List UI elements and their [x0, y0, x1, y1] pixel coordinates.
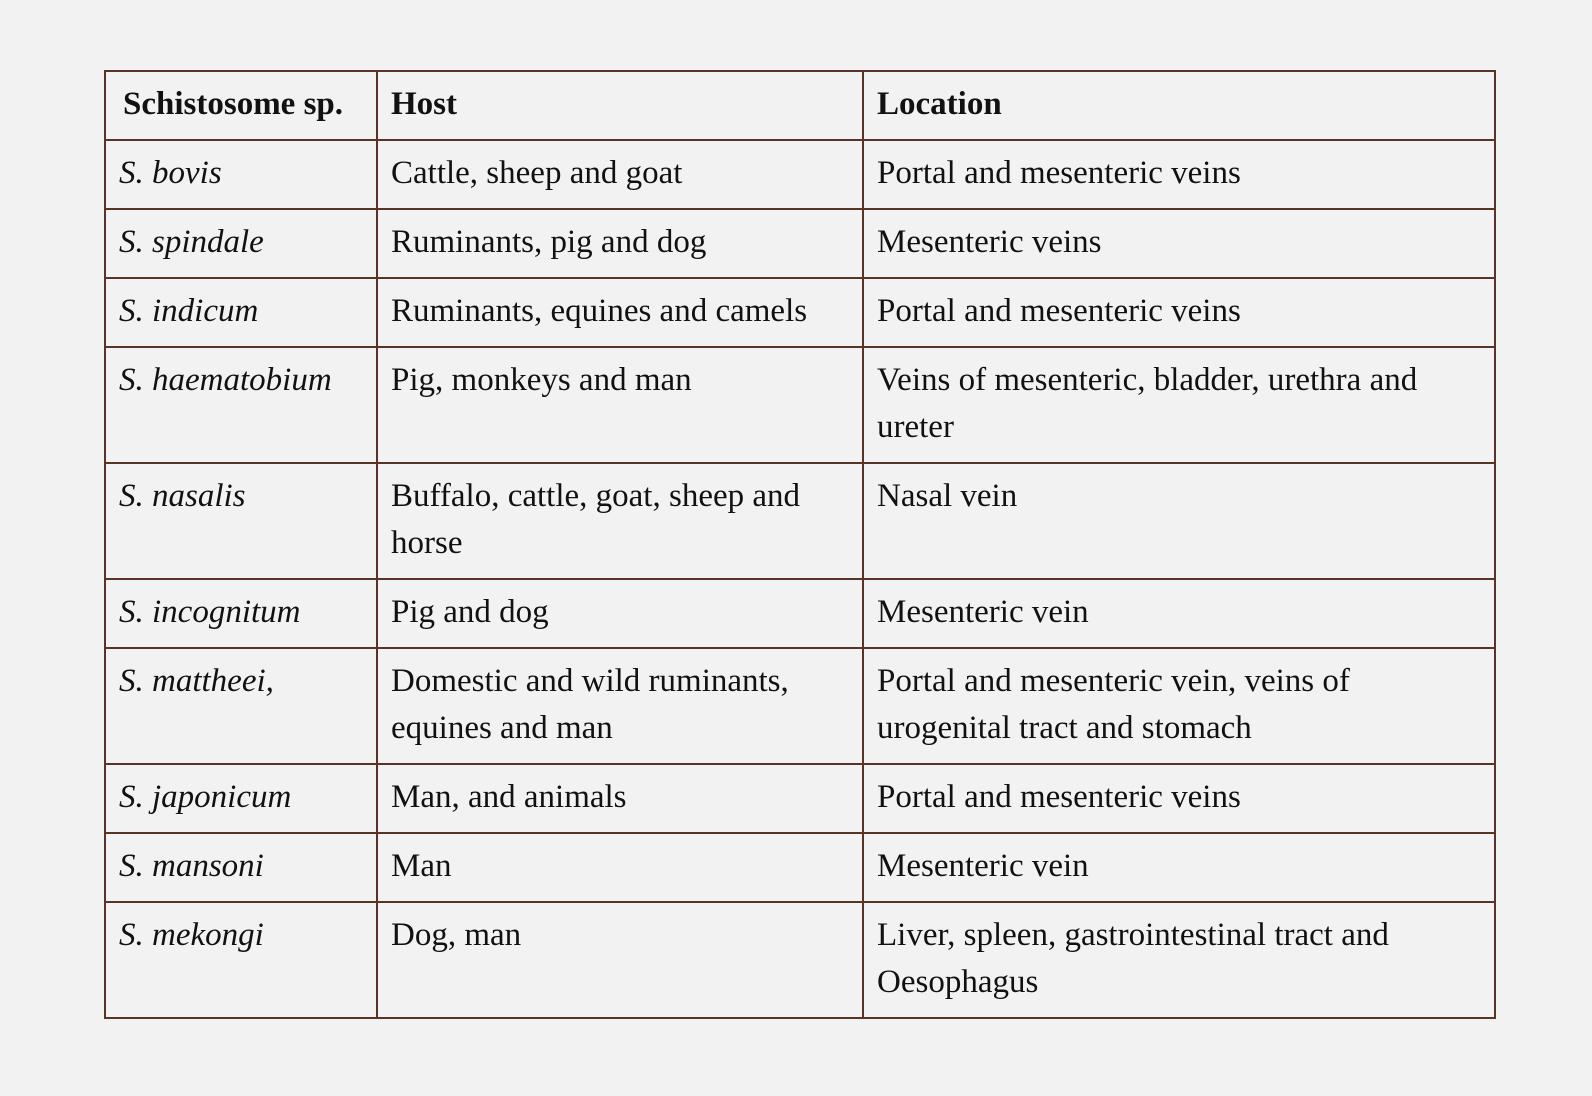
location-cell: Portal and mesenteric veins	[863, 764, 1495, 833]
table-header	[105, 71, 1495, 140]
table-row	[105, 648, 1495, 764]
host-cell: Dog, man	[377, 902, 863, 1018]
host-cell: Ruminants, pig and dog	[377, 209, 863, 278]
location-cell: Mesenteric vein	[863, 579, 1495, 648]
header-species: Schistosome sp.	[105, 71, 377, 140]
header-row	[105, 71, 1495, 140]
table-row	[105, 463, 1495, 579]
species-cell: S. spindale	[105, 209, 377, 278]
table-row	[105, 140, 1495, 209]
host-cell: Pig and dog	[377, 579, 863, 648]
host-cell: Man, and animals	[377, 764, 863, 833]
table-row	[105, 764, 1495, 833]
header-host: Host	[377, 71, 863, 140]
location-cell: Liver, spleen, gastrointestinal tract and Oesophagus	[863, 902, 1495, 1018]
species-cell: S. nasalis	[105, 463, 377, 579]
species-cell: S. mattheei,	[105, 648, 377, 764]
table-row	[105, 902, 1495, 1018]
species-cell: S. incognitum	[105, 579, 377, 648]
location-cell: Portal and mesenteric veins	[863, 278, 1495, 347]
header-location: Location	[863, 71, 1495, 140]
table-row	[105, 209, 1495, 278]
location-cell: Mesenteric vein	[863, 833, 1495, 902]
location-cell: Mesenteric veins	[863, 209, 1495, 278]
location-cell: Veins of mesenteric, bladder, urethra and ureter	[863, 347, 1495, 463]
species-cell: S. mekongi	[105, 902, 377, 1018]
host-cell: Pig, monkeys and man	[377, 347, 863, 463]
species-cell: S. haematobium	[105, 347, 377, 463]
table-row	[105, 833, 1495, 902]
species-cell: S. indicum	[105, 278, 377, 347]
host-cell: Buffalo, cattle, goat, sheep and horse	[377, 463, 863, 579]
species-cell: S. mansoni	[105, 833, 377, 902]
species-cell: S. japonicum	[105, 764, 377, 833]
table-body	[105, 140, 1495, 1018]
schistosome-table	[104, 70, 1496, 1019]
species-cell: S. bovis	[105, 140, 377, 209]
location-cell: Portal and mesenteric veins	[863, 140, 1495, 209]
table-row	[105, 579, 1495, 648]
host-cell: Cattle, sheep and goat	[377, 140, 863, 209]
table-row	[105, 278, 1495, 347]
host-cell: Domestic and wild ruminants, equines and man	[377, 648, 863, 764]
location-cell: Portal and mesenteric vein, veins of urogenital tract and stomach	[863, 648, 1495, 764]
host-cell: Man	[377, 833, 863, 902]
host-cell: Ruminants, equines and camels	[377, 278, 863, 347]
table-row	[105, 347, 1495, 463]
location-cell: Nasal vein	[863, 463, 1495, 579]
